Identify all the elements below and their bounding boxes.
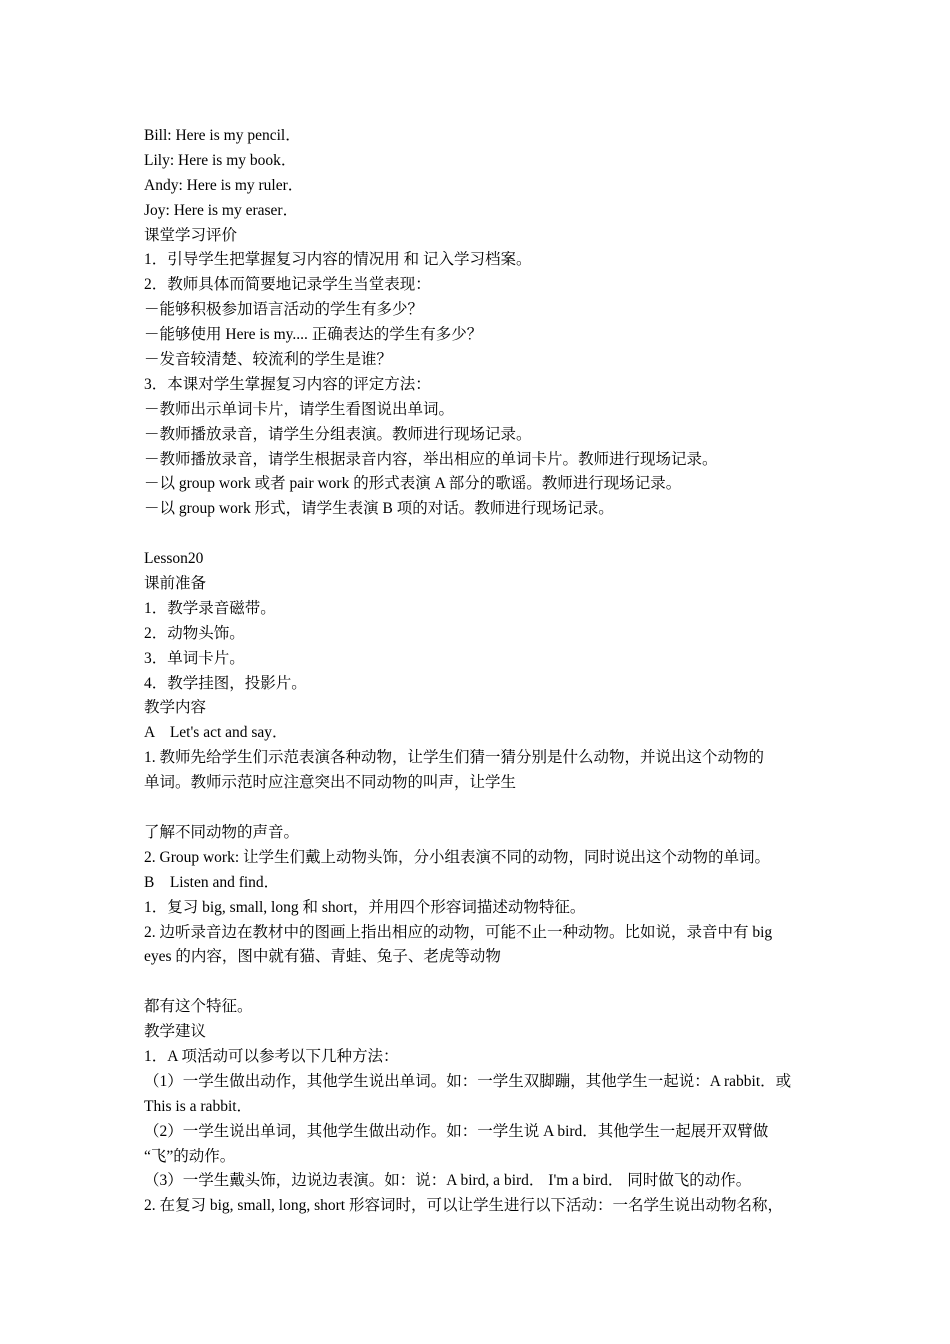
section-heading: 教学内容 (144, 699, 207, 717)
section-heading: 教学建议 (144, 1023, 207, 1041)
text-line: 4．教学挂图，投影片。 (144, 674, 307, 692)
text-line: （2）一学生说出单词，其他学生做出动作。如：一学生说 A bird．其他学生一起展开双臂做 (144, 1122, 769, 1140)
text-line: －以 group work 或者 pair work 的形式表演 A 部分的歌谣。教师进行现场记录。 (144, 475, 682, 493)
text-line: Bill: Here is my pencil． (144, 127, 301, 144)
text-line: 1．引导学生把掌握复习内容的情况用 和 记入学习档案。 (144, 251, 532, 269)
document-body (144, 124, 824, 1219)
text-line: －以 group work 形式，请学生表演 B 项的对话。教师进行现场记录。 (144, 500, 614, 518)
text-line: （3）一学生戴头饰，边说边表演。如：说：A bird, a bird． I'm a bird． 同时做飞的动作。 (144, 1172, 752, 1190)
section-heading: 课前准备 (144, 575, 207, 593)
text-line: This is a rabbit． (144, 1097, 253, 1115)
text-line: 都有这个特征。 (144, 998, 253, 1016)
text-line: 2．动物头饰。 (144, 624, 245, 642)
text-line: 2．教师具体而简要地记录学生当堂表现： (144, 276, 431, 294)
blank-line (144, 970, 824, 995)
text-line: A Let's act and say． (144, 724, 288, 742)
text-line: 单词。教师示范时应注意突出不同动物的叫声，让学生 (144, 774, 517, 792)
text-line: －教师出示单词卡片，请学生看图说出单词。 (144, 400, 455, 418)
text-line: 2. Group work: 让学生们戴上动物头饰，分小组表演不同的动物，同时说出这个动物的单词。 (144, 848, 771, 866)
text-line: 1. 教师先给学生们示范表演各种动物，让学生们猜一猜分别是什么动物，并说出这个动物的 (144, 749, 765, 767)
blank-line (144, 796, 824, 821)
text-line: （1）一学生做出动作，其他学生说出单词。如：一学生双脚蹦，其他学生一起说：A rabbit．或 (144, 1072, 792, 1090)
section-heading: 课堂学习评价 (144, 226, 238, 244)
text-line: B Listen and find． (144, 873, 280, 891)
text-line: 2. 边听录音边在教材中的图画上指出相应的动物，可能不止一种动物。比如说，录音中有 big (144, 923, 773, 941)
lesson-title: Lesson20 (144, 550, 204, 568)
text-line: －教师播放录音，请学生根据录音内容，举出相应的单词卡片。教师进行现场记录。 (144, 450, 718, 468)
text-line: 2. 在复习 big, small, long, short 形容词时，可以让学生进行以下活动：一名学生说出动物名称， (144, 1197, 783, 1215)
text-line: －能够积极参加语言活动的学生有多少？ (144, 301, 424, 319)
text-line: 1．复习 big, small, long 和 short，并用四个形容词描述动物特征。 (144, 898, 586, 916)
text-line: 1．A 项活动可以参考以下几种方法： (144, 1047, 399, 1065)
blank-line (144, 522, 824, 547)
text-line: “飞”的动作。 (144, 1147, 236, 1165)
text-line: Lily: Here is my book． (144, 151, 297, 169)
text-line: －教师播放录音，请学生分组表演。教师进行现场记录。 (144, 425, 532, 443)
text-line: eyes 的内容，图中就有猫、青蛙、兔子、老虎等动物 (144, 948, 501, 966)
text-line: 3．单词卡片。 (144, 649, 245, 667)
text-line: －能够使用 Here is my.... 正确表达的学生有多少？ (144, 326, 483, 344)
text-line: 3．本课对学生掌握复习内容的评定方法： (144, 375, 431, 393)
text-line: －发音较清楚、较流利的学生是谁？ (144, 351, 393, 369)
text-line: Joy: Here is my eraser． (144, 201, 299, 219)
text-line: 1．教学录音磁带。 (144, 599, 276, 617)
text-line: 了解不同动物的声音。 (144, 823, 300, 841)
text-line: Andy: Here is my ruler． (144, 176, 304, 194)
